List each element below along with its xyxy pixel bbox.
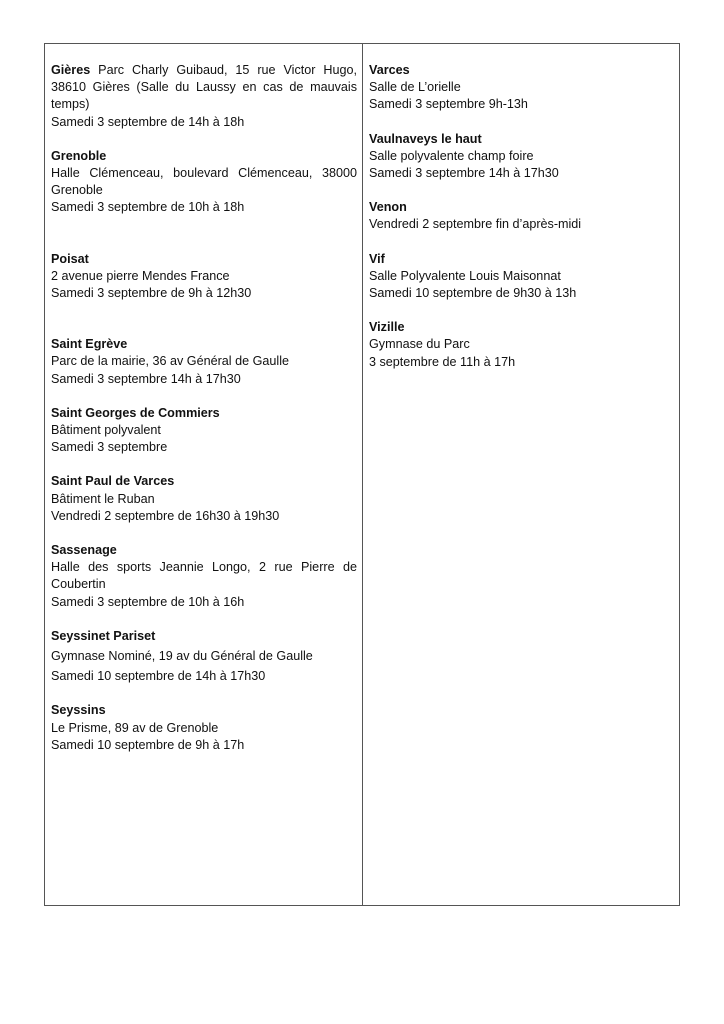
spacer	[51, 388, 357, 405]
spacer	[51, 131, 357, 148]
venue-name: Poisat	[51, 251, 89, 266]
venue-address: Parc de la mairie, 36 av Général de Gaulle	[51, 354, 290, 369]
spacer	[51, 456, 357, 473]
venue-date: Samedi 3 septembre 14h à 17h30	[369, 166, 559, 181]
venue-table	[44, 43, 680, 906]
venue-date: Samedi 10 septembre de 9h à 17h	[51, 737, 245, 752]
venue-address: Le Prisme, 89 av de Grenoble	[51, 720, 219, 735]
venue-address: Salle Polyvalente Louis Maisonnat	[369, 268, 561, 283]
venue-entry-vif	[369, 251, 669, 303]
venue-entry-vizille	[369, 319, 669, 371]
venue-date: Samedi 3 septembre	[51, 440, 168, 455]
venue-name: Saint Egrève	[51, 337, 128, 352]
venue-entry-seyssins	[51, 702, 357, 754]
venue-date: Samedi 3 septembre 14h à 17h30	[51, 371, 241, 386]
spacer	[51, 685, 357, 702]
right-column	[369, 62, 669, 371]
spacer	[369, 114, 669, 131]
venue-date: Samedi 3 septembre de 9h à 12h30	[51, 286, 252, 301]
venue-name: Grenoble	[51, 148, 107, 163]
venue-date: Samedi 10 septembre de 14h à 17h30	[51, 669, 266, 684]
venue-entry-gieres	[51, 62, 357, 131]
spacer	[51, 611, 357, 628]
venue-name: Venon	[369, 200, 407, 215]
venue-name: Saint Paul de Varces	[51, 474, 175, 489]
venue-address: Parc Charly Guibaud, 15 rue Victor Hugo, 38610 Gières (Salle du Laussy en cas de mauvais temps)	[51, 63, 357, 112]
venue-name: Saint Georges de Commiers	[51, 405, 220, 420]
venue-header-line	[51, 62, 357, 114]
venue-entry-varces	[369, 62, 669, 114]
venue-address: Halle Clémenceau, boulevard Clémenceau, 38000 Grenoble	[51, 166, 357, 198]
venue-name: Vizille	[369, 320, 405, 335]
venue-name: Sassenage	[51, 543, 117, 558]
venue-address: Gymnase du Parc	[369, 337, 470, 352]
spacer	[51, 217, 357, 251]
venue-entry-sassenage	[51, 542, 357, 611]
venue-address: Bâtiment le Ruban	[51, 491, 155, 506]
venue-date: Samedi 10 septembre de 9h30 à 13h	[369, 286, 577, 301]
venue-date: Vendredi 2 septembre de 16h30 à 19h30	[51, 508, 280, 523]
venue-entry-venon	[369, 199, 669, 233]
venue-entry-poisat	[51, 251, 357, 303]
spacer	[51, 302, 357, 336]
venue-address: Salle de L’orielle	[369, 80, 461, 95]
venue-address: Bâtiment polyvalent	[51, 423, 161, 438]
venue-address: Salle polyvalente champ foire	[369, 148, 534, 163]
venue-date: Samedi 3 septembre de 10h à 16h	[51, 594, 245, 609]
spacer	[51, 525, 357, 542]
venue-date: 3 septembre de 11h à 17h	[369, 354, 516, 369]
venue-entry-grenoble	[51, 148, 357, 217]
venue-date: Samedi 3 septembre 9h-13h	[369, 97, 528, 112]
venue-date: Samedi 3 septembre de 10h à 18h	[51, 200, 245, 215]
venue-entry-saint-georges-de-commiers	[51, 405, 357, 457]
venue-address: Gymnase Nominé, 19 av du Général de Gaulle	[51, 649, 313, 664]
left-column	[51, 62, 357, 754]
spacer	[369, 182, 669, 199]
venue-address: Halle des sports Jeannie Longo, 2 rue Pierre de Coubertin	[51, 560, 357, 592]
venue-entry-saint-paul-de-varces	[51, 473, 357, 525]
venue-name: Varces	[369, 63, 410, 77]
venue-entry-seyssinet-pariset	[51, 628, 357, 686]
venue-address: 2 avenue pierre Mendes France	[51, 268, 230, 283]
spacer	[369, 234, 669, 251]
venue-date: Vendredi 2 septembre fin d’après-midi	[369, 217, 582, 232]
venue-entry-saint-egreve	[51, 336, 357, 388]
venue-entry-vaulnaveys-le-haut	[369, 131, 669, 183]
spacer	[369, 302, 669, 319]
venue-name: Seyssins	[51, 703, 106, 718]
venue-name: Seyssinet Pariset	[51, 628, 156, 643]
venue-name: Vaulnaveys le haut	[369, 131, 482, 146]
column-divider	[362, 44, 363, 905]
venue-name: Gières	[51, 63, 91, 77]
venue-name: Vif	[369, 251, 385, 266]
venue-date: Samedi 3 septembre de 14h à 18h	[51, 114, 245, 129]
